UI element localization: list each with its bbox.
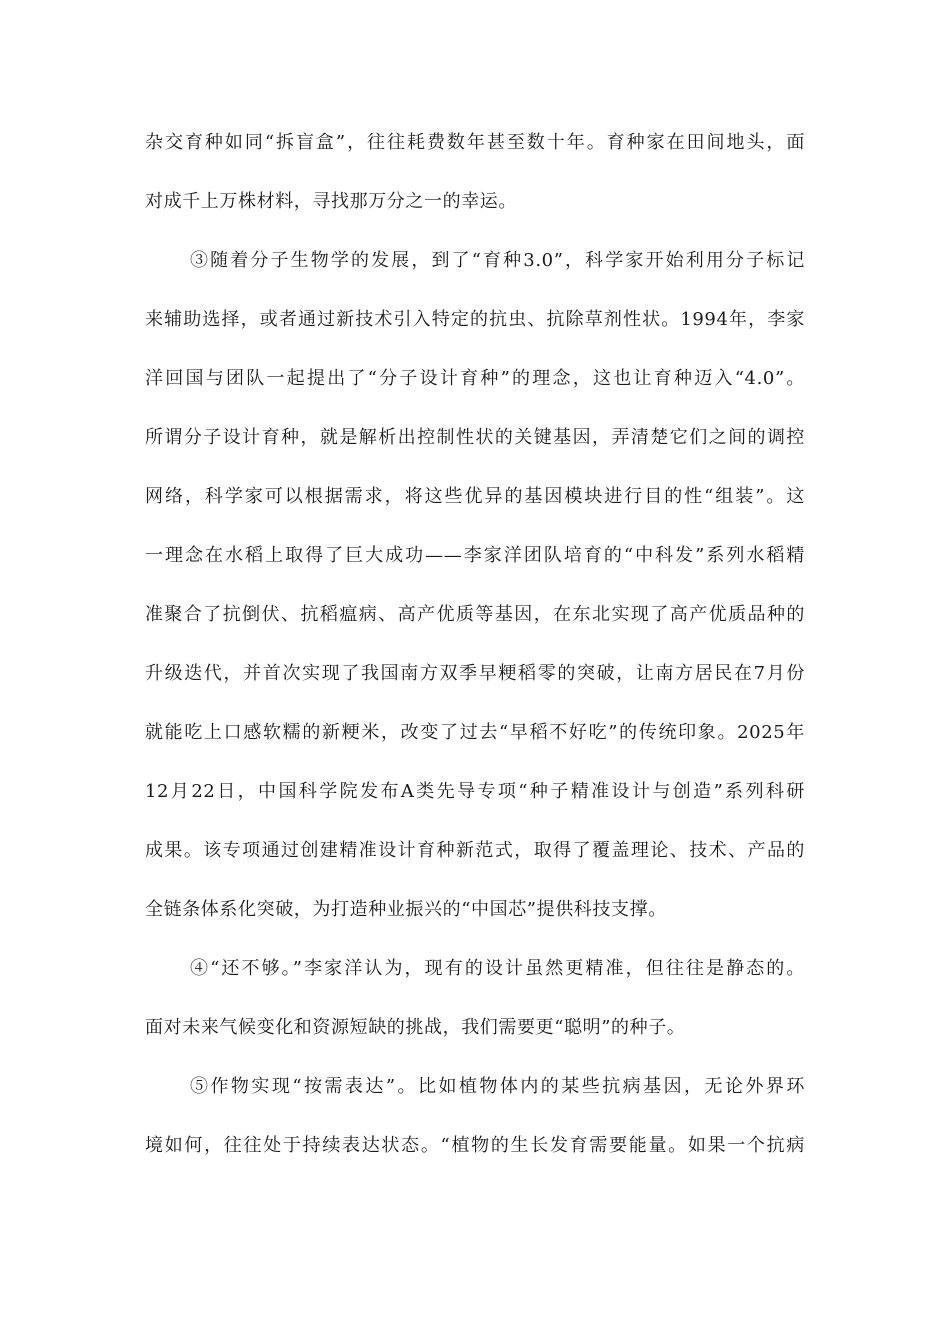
paragraph-line: 网络，科学家可以根据需求，将这些优异的基因模块进行目的性“组装”。这 [145,486,805,507]
paragraph-line: 所谓分子设计育种，就是解析出控制性状的关键基因，弄清楚它们之间的调控 [145,427,805,448]
paragraph-line: 就能吃上口感软糯的新粳米，改变了过去“早稻不好吃”的传统印象。2025年 [145,722,805,743]
paragraph-line: 杂交育种如同“拆盲盒”，往往耗费数年甚至数十年。育种家在田间地头，面 [145,132,805,153]
paragraph-line: 全链条体系化突破，为打造种业振兴的“中国芯”提供科技支撑。 [145,899,667,920]
paragraph-first-line: ④“还不够。”李家洋认为，现有的设计虽然更精准，但往往是静态的。 [190,958,805,979]
paragraph-line: 面对未来气候变化和资源短缺的挑战，我们需要更“聪明”的种子。 [145,1017,686,1038]
paragraph-line: 一理念在水稻上取得了巨大成功——李家洋团队培育的“中科发”系列水稻精 [145,545,805,566]
paragraph-line: 准聚合了抗倒伏、抗稻瘟病、高产优质等基因，在东北实现了高产优质品种的 [145,604,805,625]
paragraph-line: 来辅助选择，或者通过新技术引入特定的抗虫、抗除草剂性状。1994年，李家 [145,309,805,330]
paragraph-line: 12月22日，中国科学院发布A类先导专项“种子精准设计与创造”系列科研 [145,781,805,802]
paragraph-first-line: ⑤作物实现“按需表达”。比如植物体内的某些抗病基因，无论外界环 [190,1076,805,1097]
paragraph-line: 对成千上万株材料，寻找那万分之一的幸运。 [145,191,517,212]
paragraph-line: 境如何，往往处于持续表达状态。“植物的生长发育需要能量。如果一个抗病 [145,1135,805,1156]
paragraph-line: 洋回国与团队一起提出了“分子设计育种”的理念，这也让育种迈入“4.0”。 [145,368,805,389]
paragraph-first-line: ③随着分子生物学的发展，到了“育种3.0”，科学家开始利用分子标记 [190,250,805,271]
paragraph-line: 升级迭代，并首次实现了我国南方双季早粳稻零的突破，让南方居民在7月份 [145,663,805,684]
paragraph-line: 成果。该专项通过创建精准设计育种新范式，取得了覆盖理论、技术、产品的 [145,840,805,861]
